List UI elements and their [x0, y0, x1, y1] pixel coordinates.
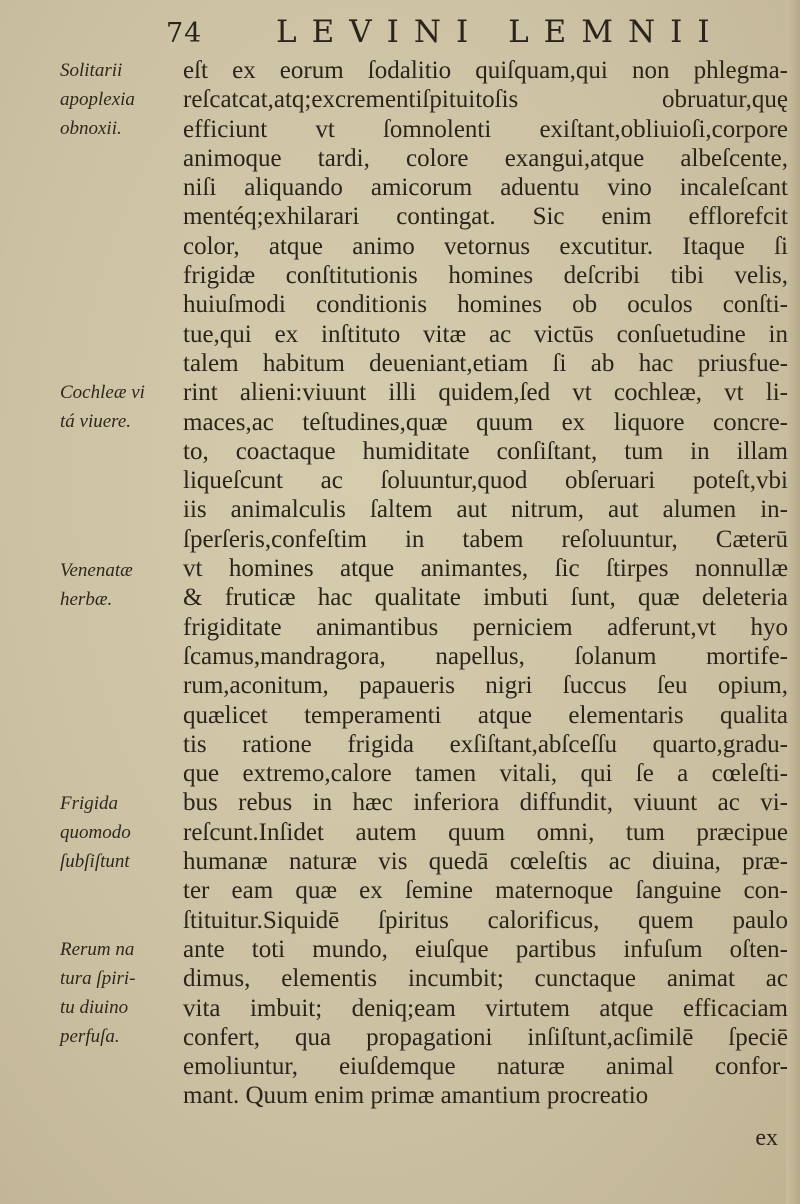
text-line: ſtituitur.Siquidē ſpiritus calorificus, quem paulo — [183, 906, 788, 934]
text-line: mentéq;exhilarari contingat. Sic enim efflorefcit — [183, 203, 788, 231]
text-line: quælicet temperamenti atque elementaris qualita — [183, 701, 788, 729]
text-line: emoliuntur, eiuſdemque naturæ animal confor- — [183, 1053, 788, 1081]
page-header — [0, 14, 800, 54]
text-line: ſcamus,mandragora, napellus, ſolanum mortife- — [183, 642, 788, 670]
text-line: vita imbuit; deniq;eam virtutem atque efficaciam — [183, 994, 788, 1022]
text-line: animoque tardi, colore exangui,atque albeſcente, — [183, 144, 788, 172]
text-line: reſcunt.Inſidet autem quum omni, tum præcipue — [183, 818, 788, 846]
text-line: rum,aconitum, papaueris nigri ſuccus ſeu opium, — [183, 672, 788, 700]
text-line: & fruticæ hac qualitate imbuti ſunt, quæ deleteria — [183, 584, 788, 612]
page-number: 74 — [166, 18, 203, 49]
text-line: dimus, elementis incumbit; cunctaque animat ac — [183, 965, 788, 993]
text-line: vt homines atque animantes, ſic ſtirpes nonnullæ — [183, 555, 788, 583]
text-line: efficiunt vt ſomnolenti exiſtant,obliuioſi,corpore — [183, 115, 788, 143]
text-line: to, coactaque humiditate conſiſtant, tum in illam — [183, 437, 788, 465]
margin-note-cochleae — [60, 378, 178, 436]
margin-note-line: Rerum na — [60, 939, 135, 960]
margin-note-venenatae — [60, 556, 178, 614]
margin-note-frigida — [60, 789, 178, 876]
text-line: frigidæ conſtitutionis homines deſcribi tibi velis, — [183, 262, 788, 290]
margin-note-line: ſubſiſtunt — [60, 851, 130, 872]
margin-note-line: Solitarii — [60, 60, 123, 81]
margin-note-line: apoplexia — [60, 89, 135, 110]
margin-note-line: Frigida — [60, 793, 119, 814]
body-text — [183, 56, 788, 1111]
text-line: tue,qui ex inſtituto vitæ ac victūs conſuetudine in — [183, 320, 788, 348]
text-line: ante toti mundo, eiuſque partibus infuſum oſten- — [183, 935, 788, 963]
margin-note-line: obnoxii. — [60, 118, 122, 139]
text-line: ſperſeris,confeſtim in tabem reſoluuntur, Cæterū — [183, 525, 788, 553]
text-line: talem habitum deueniant,etiam ſi ab hac priusfue- — [183, 349, 788, 377]
margin-note-line: tá viuere. — [60, 411, 132, 432]
page-edge — [786, 0, 800, 1204]
text-line: que extremo,calore tamen vitali, qui ſe a cœleſti- — [183, 760, 788, 788]
catchword: ex — [755, 1125, 778, 1151]
text-line: mant. Quum enim primæ amantium procreatio — [183, 1082, 649, 1110]
text-line: huiuſmodi conditionis homines ob oculos conſti- — [183, 291, 788, 319]
margin-note-line: herbæ. — [60, 589, 113, 610]
text-line: frigiditate animantibus perniciem adferunt,vt hyo — [183, 613, 788, 641]
text-line: humanæ naturæ vis quedā cœleſtis ac diuina, præ- — [183, 848, 788, 876]
margin-note-solitarii — [60, 56, 178, 143]
text-line: niſi aliquando amicorum aduentu vino incaleſcant — [183, 174, 788, 202]
text-line: rint alieni:viuunt illi quidem,ſed vt cochleæ, vt li- — [183, 379, 788, 407]
margin-note-line: quomodo — [60, 822, 131, 843]
margin-note-line: perfuſa. — [60, 1026, 120, 1047]
text-line: eſt ex eorum ſodalitio quiſquam,qui non phlegma- — [183, 57, 788, 84]
text-line: bus rebus in hæc inferiora diffundit, viuunt ac vi- — [183, 789, 788, 817]
text-line: tis ratione frigida exſiſtant,abſceſſu quarto,gradu- — [183, 730, 788, 758]
text-line: color, atque animo vetornus excutitur. Itaque ſi — [183, 232, 788, 260]
margin-note-line: Cochleæ vi — [60, 382, 145, 403]
text-line: maces,ac teſtudines,quæ quum ex liquore concre- — [183, 408, 788, 436]
text-line: iis animalculis ſaltem aut nitrum, aut alumen in- — [183, 496, 788, 524]
margin-note-line: tu diuino — [60, 997, 129, 1018]
text-line: confert, qua propagationi inſiſtunt,acſimilē ſpeciē — [183, 1023, 788, 1051]
text-line: ter eam quæ ex ſemine maternoque ſanguine con- — [183, 877, 788, 905]
text-line: liqueſcunt ac ſoluuntur,quod obſeruari poteſt,vbi — [183, 467, 788, 495]
margin-note-line: tura ſpiri- — [60, 968, 136, 989]
text-line: reſcatcat,atq;excrementiſpituitoſis obruatur,quę — [183, 86, 788, 114]
margin-note-rerum-natura — [60, 935, 178, 1051]
margin-note-line: Venenatæ — [60, 560, 133, 581]
running-head: LEVINI LEMNII — [276, 14, 725, 50]
